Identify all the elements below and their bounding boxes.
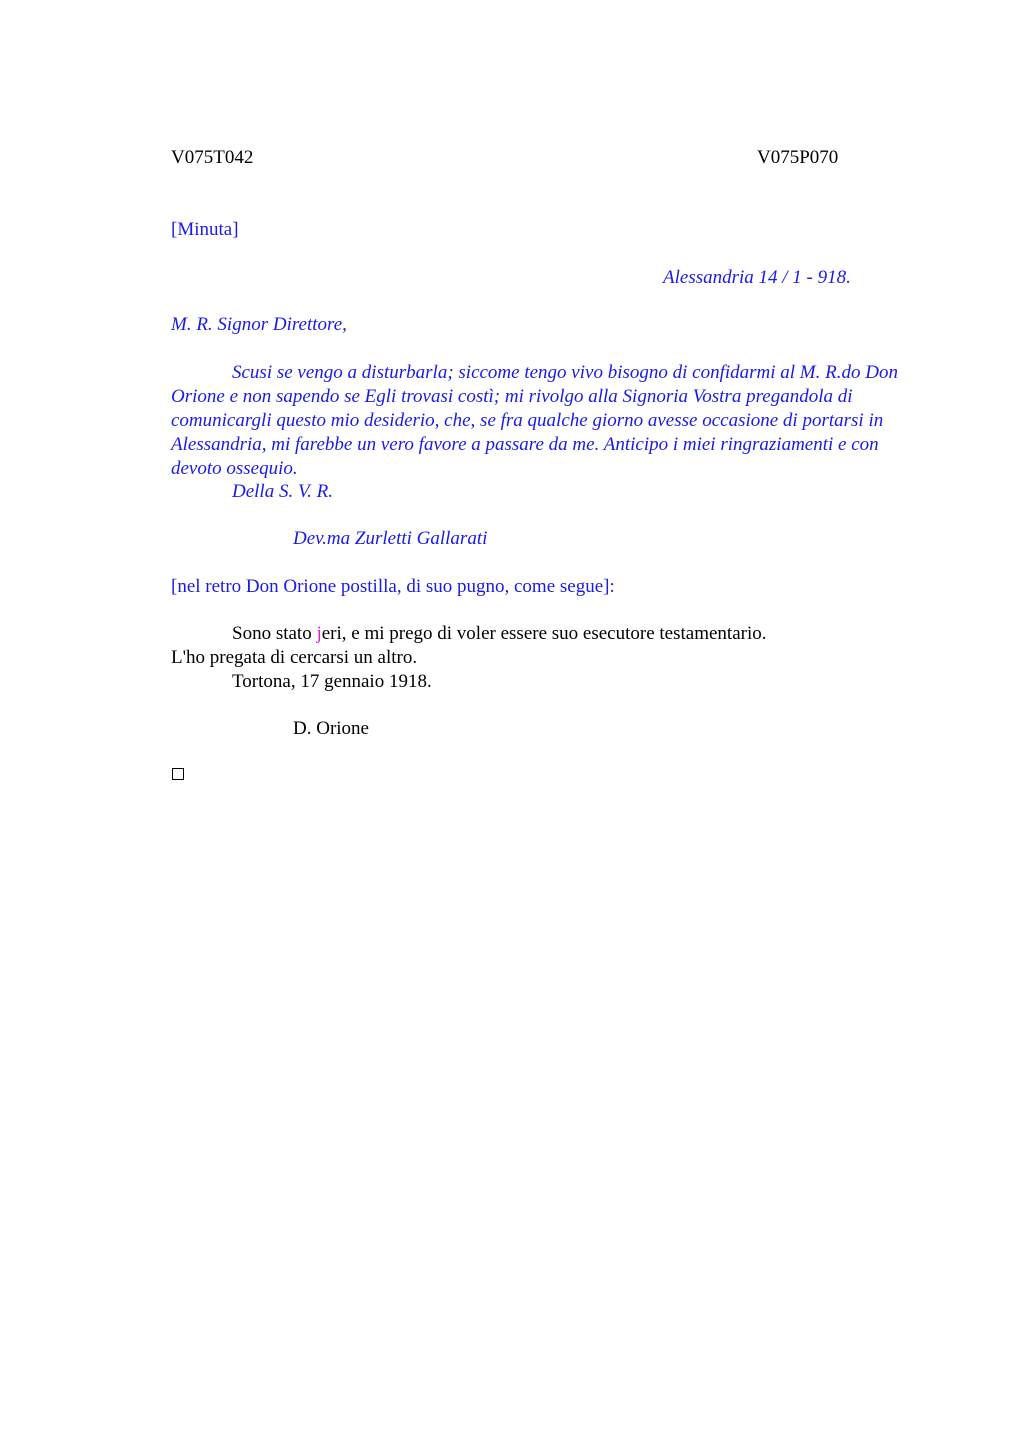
minuta-label: [Minuta]	[171, 219, 239, 240]
letter-date: Alessandria 14 / 1 - 918.	[663, 267, 851, 288]
postilla-line-2: L'ho pregata di cercarsi un altro.	[171, 647, 418, 668]
letter-salutation: M. R. Signor Direttore,	[171, 314, 347, 335]
postilla-signature: D. Orione	[293, 718, 369, 739]
letter-signature: Dev.ma Zurletti Gallarati	[293, 528, 488, 549]
end-square-icon	[172, 768, 184, 780]
postilla-place-date: Tortona, 17 gennaio 1918.	[232, 671, 432, 692]
postilla-line-1-after: eri, e mi prego di voler essere suo esecutore testamentario.	[321, 623, 767, 644]
postilla-highlight-letter: j	[316, 623, 322, 644]
letter-closing: Della S. V. R.	[232, 481, 333, 502]
document-code-right: V075P070	[757, 147, 839, 168]
letter-body: Scusi se vengo a disturbarla; siccome tengo vivo bisogno di confidarmi al M. R.do Don Orione e non sapendo se Egli trovasi costì; mi rivolgo alla Signoria Vostra pregandola di comunicargli questo mio desiderio, che, se fra qualche giorno avesse occasione di portarsi in Alessandria, mi farebbe un vero favore a passare da me. Anticipo i miei ringraziamenti e con devoto ossequio.	[171, 362, 898, 479]
document-code-left: V075T042	[171, 147, 254, 168]
postilla-line-1-before: Sono stato	[232, 623, 317, 644]
postilla-line-1	[232, 622, 766, 646]
editorial-note: [nel retro Don Orione postilla, di suo pugno, come segue]:	[171, 576, 615, 597]
